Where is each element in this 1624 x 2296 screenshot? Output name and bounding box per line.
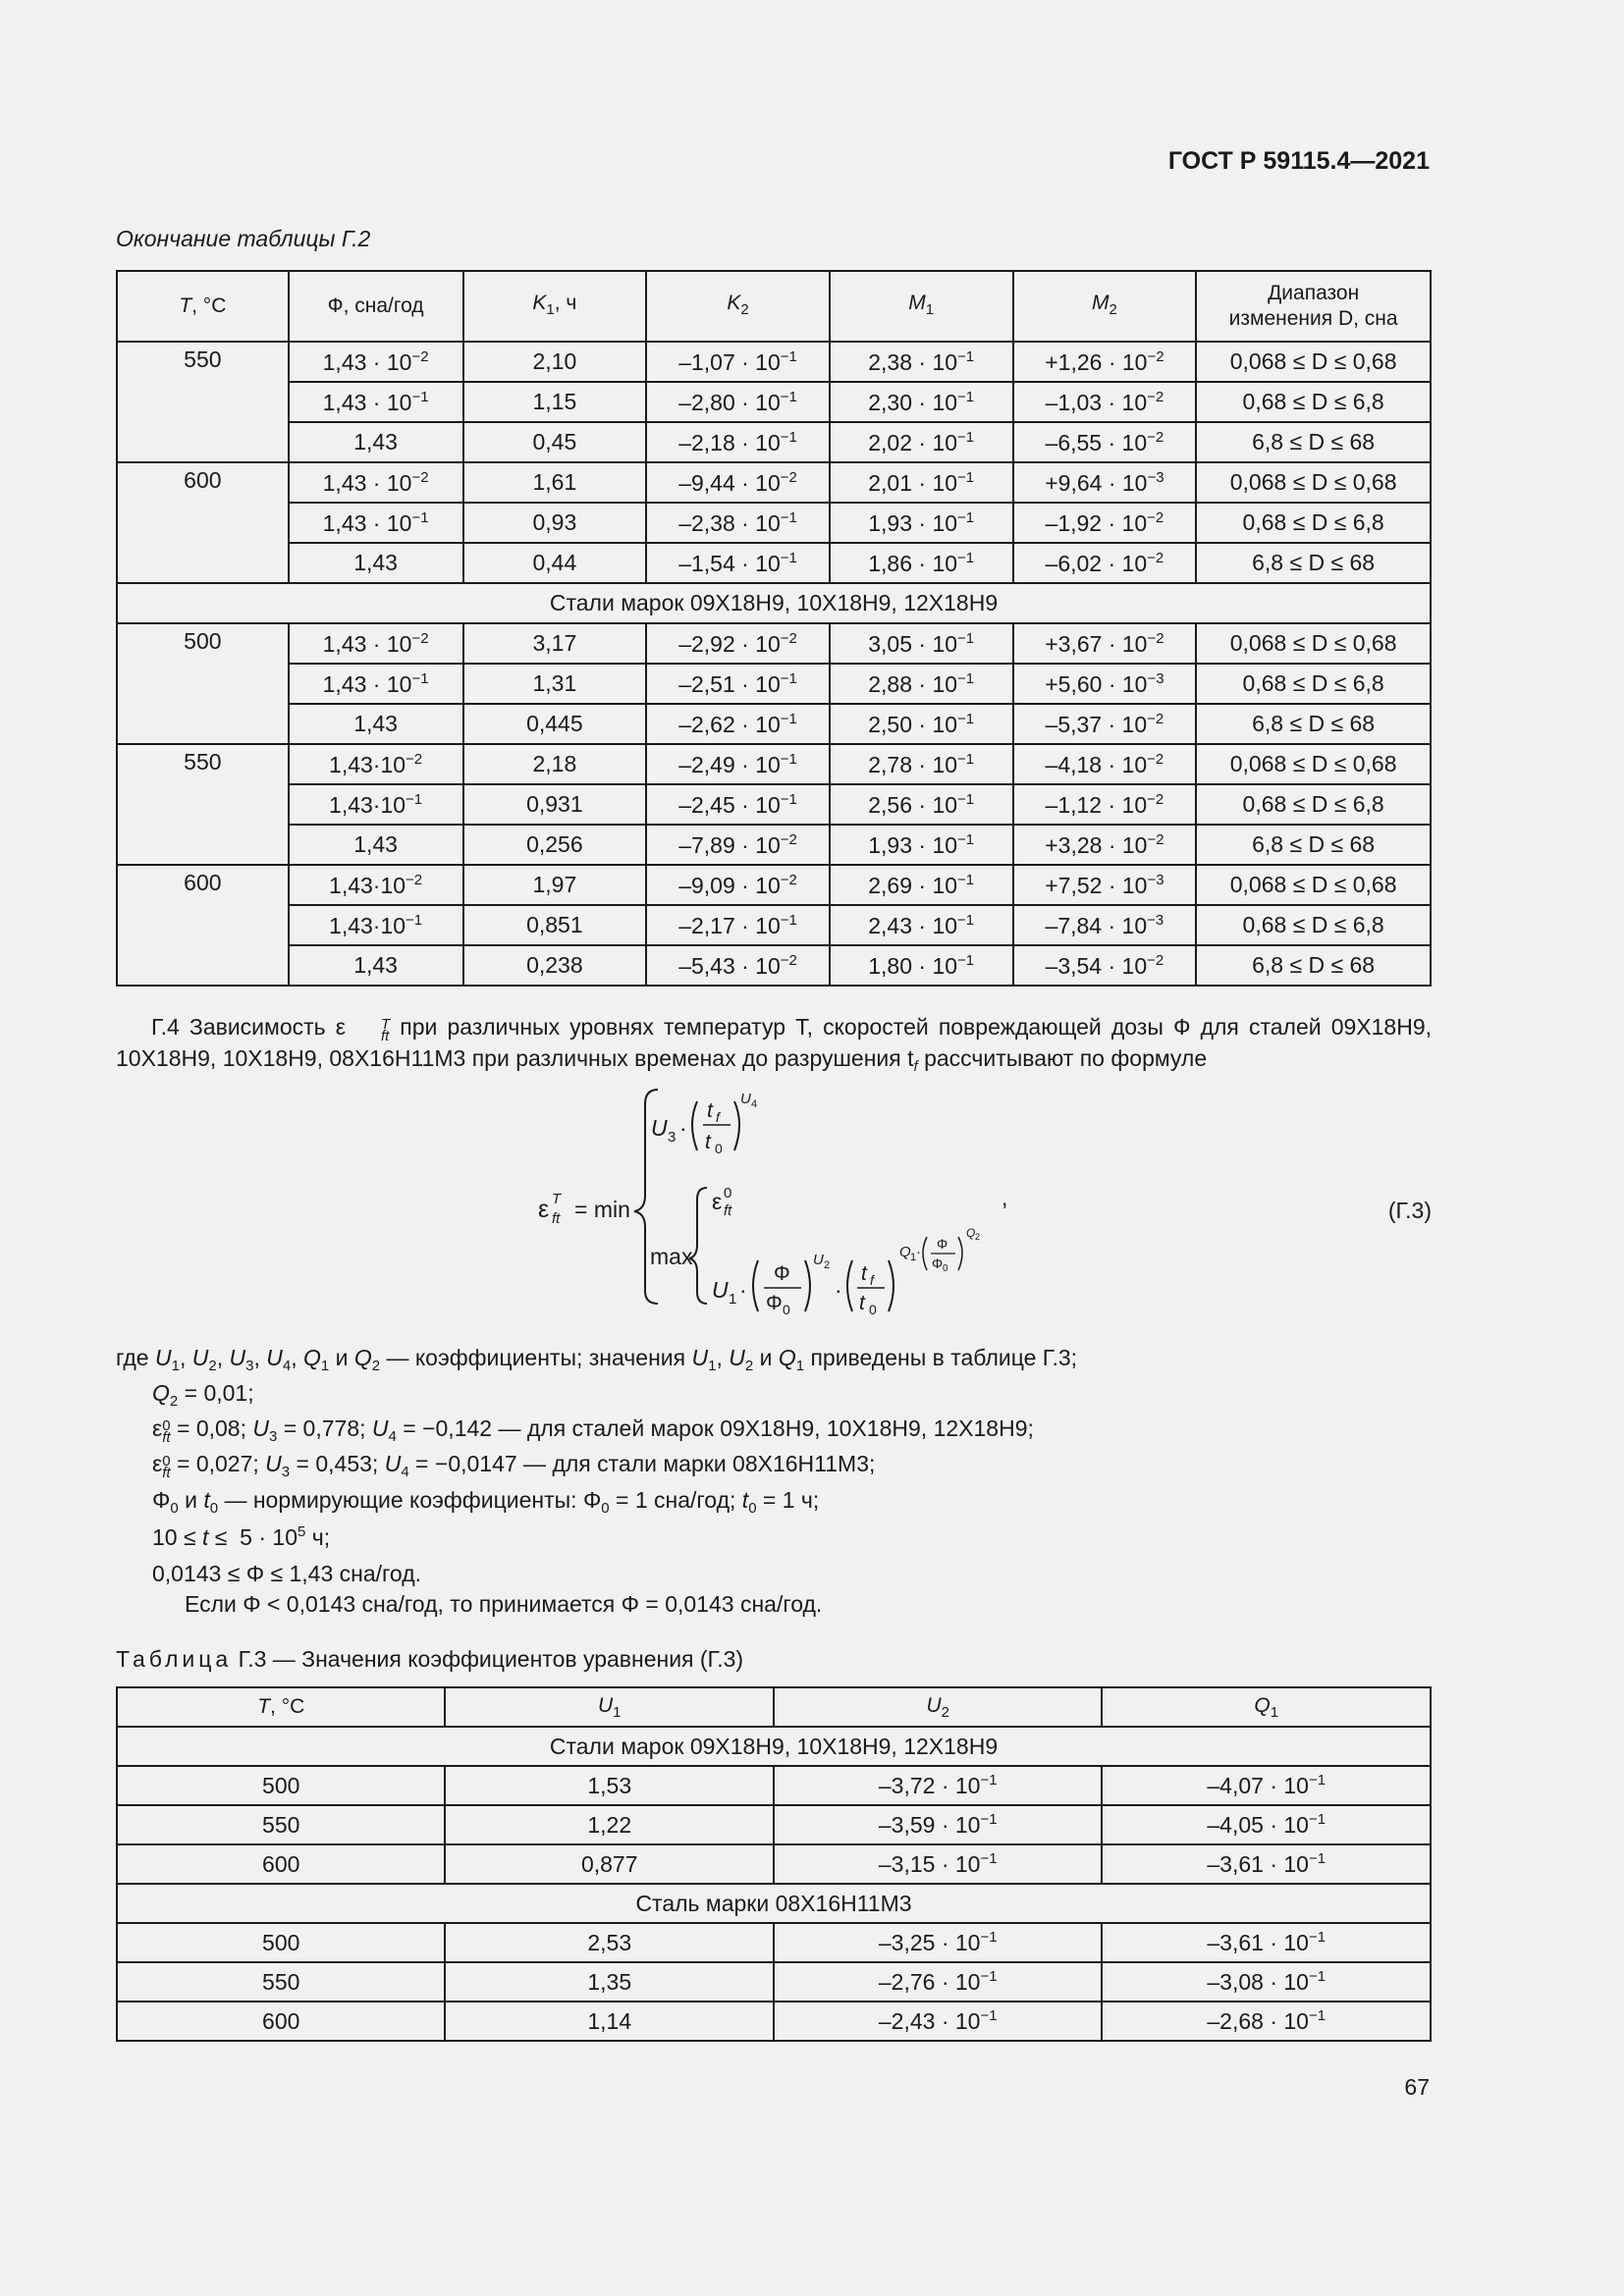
cell-dose-rate: 1,43 <box>289 945 463 986</box>
table-row <box>117 704 1431 744</box>
cell-range: 6,8 ≤ D ≤ 68 <box>1196 543 1431 583</box>
formula-t0-2: t <box>859 1292 865 1314</box>
cell-m2: $+3,67 \cdot 10^{-2}$ <box>1013 623 1197 664</box>
cell-q1: $-3,61 \cdot 10^{-1}$ <box>1102 1844 1431 1884</box>
cell-m1: $2,01 \cdot 10^{-1}$ <box>830 462 1013 503</box>
table-header-row <box>117 1687 1431 1727</box>
cell-k1: 0,45 <box>463 422 647 462</box>
cell-range: 0,68 ≤ D ≤ 6,8 <box>1196 664 1431 704</box>
cell-range: 6,8 ≤ D ≤ 68 <box>1196 945 1431 986</box>
col-header-u2: $U_2$ <box>774 1687 1102 1727</box>
table-row <box>117 623 1431 664</box>
cell-k2: $-9,09 \cdot 10^{-2}$ <box>646 865 830 905</box>
table-row <box>117 744 1431 784</box>
cell-k1: 1,15 <box>463 382 647 422</box>
formula-min: = min <box>574 1197 630 1222</box>
cell-k2: $-2,38 \cdot 10^{-1}$ <box>646 503 830 543</box>
table-row <box>117 1805 1431 1844</box>
formula-epsilon-sup: T <box>552 1191 562 1207</box>
cell-temperature: 550 <box>117 1962 445 2002</box>
formula-epsilon-sub: ft <box>552 1210 561 1227</box>
cell-k1: 1,61 <box>463 462 647 503</box>
cell-range: 0,068 ≤ D ≤ 0,68 <box>1196 462 1431 503</box>
cell-dose-rate: $1,43 \cdot 10^{-2}$ <box>289 462 463 503</box>
table-section-row <box>117 1884 1431 1923</box>
cell-m1: $2,78 \cdot 10^{-1}$ <box>830 744 1013 784</box>
formula-t0-2-sub: 0 <box>869 1302 877 1317</box>
cell-temperature: 500 <box>117 623 289 744</box>
cell-m2: $+9,64 \cdot 10^{-3}$ <box>1013 462 1197 503</box>
standard-code: ГОСТ Р 59115.4—2021 <box>1167 147 1430 175</box>
definition-line-1: где $U_1$, $U_2$, $U_3$, $U_4$, $Q_1$ и $Q_2$ — коэффициенты; значения $U_1$, $U_2$ и $Q_1$ приведены в таблице Г.3; <box>116 1345 1078 1374</box>
cell-dose-rate: $1,43\cdot 10^{-2}$ <box>289 744 463 784</box>
cell-dose-rate: $1,43\cdot 10^{-2}$ <box>289 865 463 905</box>
cell-m1: $3,05 \cdot 10^{-1}$ <box>830 623 1013 664</box>
formula-t0: t <box>705 1131 711 1153</box>
table-row <box>117 664 1431 704</box>
cell-range: 0,68 ≤ D ≤ 6,8 <box>1196 382 1431 422</box>
cell-k2: $-1,07 \cdot 10^{-1}$ <box>646 342 830 382</box>
cell-k2: $-2,92 \cdot 10^{-2}$ <box>646 623 830 664</box>
formula-phi-exp: Φ <box>937 1236 948 1252</box>
cell-m2: $-1,12 \cdot 10^{-2}$ <box>1013 784 1197 825</box>
cell-m1: $2,02 \cdot 10^{-1}$ <box>830 422 1013 462</box>
formula-u4-sub: 4 <box>751 1098 758 1110</box>
cell-dose-rate: 1,43 <box>289 422 463 462</box>
cell-k2: $-2,62 \cdot 10^{-1}$ <box>646 704 830 744</box>
cell-k1: 2,10 <box>463 342 647 382</box>
svg-text:·: · <box>739 1277 747 1303</box>
equation-number: (Г.3) <box>1387 1198 1432 1223</box>
cell-range: 0,068 ≤ D ≤ 0,68 <box>1196 865 1431 905</box>
col-header-m1: $M_1$ <box>830 271 1013 342</box>
formula-tf: t <box>707 1099 713 1122</box>
cell-m1: $1,86 \cdot 10^{-1}$ <box>830 543 1013 583</box>
formula-q2-sub: 2 <box>975 1232 981 1242</box>
col-header-q1: $Q_1$ <box>1102 1687 1431 1727</box>
cell-k1: 0,851 <box>463 905 647 945</box>
cell-dose-rate: $1,43 \cdot 10^{-2}$ <box>289 342 463 382</box>
cell-dose-rate: $1,43\cdot 10^{-1}$ <box>289 905 463 945</box>
cell-temperature: 500 <box>117 1923 445 1962</box>
formula-u2: U <box>813 1252 824 1268</box>
cell-range: 6,8 ≤ D ≤ 68 <box>1196 704 1431 744</box>
formula-tf-2-sub: f <box>870 1272 874 1288</box>
table-row <box>117 825 1431 865</box>
definition-line-3: ε 0 ft = 0,08; $U_3 = 0,778$; $U_4 = -0,142$ — для сталей марок 09Х18Н9, 10Х18Н9, 12Х18Н9; <box>152 1415 1034 1446</box>
definition-line-5: $\Phi_0$ и $t_0$ — нормирующие коэффициенты: $\Phi_0 = 1$ сна/год; $t_0 = 1$ ч; <box>152 1487 820 1517</box>
table-section-title: Стали марок 09Х18Н9, 10Х18Н9, 12Х18Н9 <box>117 1727 1431 1766</box>
cell-k2: $-2,51 \cdot 10^{-1}$ <box>646 664 830 704</box>
table-continuation-caption: Окончание таблицы Г.2 <box>116 226 371 251</box>
cell-temperature: 600 <box>117 2002 445 2041</box>
cell-u2: $-3,15 \cdot 10^{-1}$ <box>774 1844 1102 1884</box>
table-row <box>117 784 1431 825</box>
cell-k2: $-2,49 \cdot 10^{-1}$ <box>646 744 830 784</box>
cell-q1: $-4,07 \cdot 10^{-1}$ <box>1102 1766 1431 1805</box>
cell-k1: 0,93 <box>463 503 647 543</box>
cell-u2: $-2,76 \cdot 10^{-1}$ <box>774 1962 1102 2002</box>
formula-phi: Φ <box>774 1262 790 1285</box>
col-header-temperature: T, °C <box>117 1687 445 1727</box>
definition-line-6: $10 \le t \le 5 \cdot 10^5$ ч; <box>152 1523 331 1550</box>
table-row <box>117 462 1431 503</box>
table-row <box>117 543 1431 583</box>
cell-m1: $2,56 \cdot 10^{-1}$ <box>830 784 1013 825</box>
cell-dose-rate: $1,43 \cdot 10^{-2}$ <box>289 623 463 664</box>
table-row <box>117 905 1431 945</box>
cell-k2: $-2,18 \cdot 10^{-1}$ <box>646 422 830 462</box>
formula-phi0-sub: 0 <box>783 1302 790 1317</box>
cell-m2: $-7,84 \cdot 10^{-3}$ <box>1013 905 1197 945</box>
cell-k2: $-2,17 \cdot 10^{-1}$ <box>646 905 830 945</box>
cell-u1: 2,53 <box>445 1923 774 1962</box>
cell-k2: $-7,89 \cdot 10^{-2}$ <box>646 825 830 865</box>
cell-range: 0,68 ≤ D ≤ 6,8 <box>1196 905 1431 945</box>
formula-epsilon: ε <box>538 1196 550 1223</box>
formula-tf-sub: f <box>716 1109 720 1125</box>
cell-u1: 1,22 <box>445 1805 774 1844</box>
col-header-range: Диапазон изменения D, сна <box>1196 271 1431 342</box>
cell-range: 0,068 ≤ D ≤ 0,68 <box>1196 342 1431 382</box>
cell-m2: $+7,52 \cdot 10^{-3}$ <box>1013 865 1197 905</box>
cell-temperature: 500 <box>117 1766 445 1805</box>
cell-u2: $-3,59 \cdot 10^{-1}$ <box>774 1805 1102 1844</box>
cell-m2: $-1,03 \cdot 10^{-2}$ <box>1013 382 1197 422</box>
cell-m2: $-3,54 \cdot 10^{-2}$ <box>1013 945 1197 986</box>
page-number: 67 <box>1404 2074 1430 2100</box>
table-row <box>117 422 1431 462</box>
table-row <box>117 1766 1431 1805</box>
cell-k1: 3,17 <box>463 623 647 664</box>
cell-q1: $-4,05 \cdot 10^{-1}$ <box>1102 1805 1431 1844</box>
cell-dose-rate: $1,43 \cdot 10^{-1}$ <box>289 503 463 543</box>
col-header-u1: $U_1$ <box>445 1687 774 1727</box>
cell-m2: $+1,26 \cdot 10^{-2}$ <box>1013 342 1197 382</box>
formula-q2: Q <box>966 1226 976 1240</box>
table-section-row <box>117 583 1431 623</box>
cell-k1: 0,931 <box>463 784 647 825</box>
cell-m2: $-5,37 \cdot 10^{-2}$ <box>1013 704 1197 744</box>
table-row <box>117 382 1431 422</box>
formula-u1-sub: 1 <box>729 1291 737 1308</box>
cell-temperature: 550 <box>117 744 289 865</box>
svg-text:·: · <box>679 1115 687 1141</box>
table-row <box>117 1962 1431 2002</box>
cell-k2: $-2,80 \cdot 10^{-1}$ <box>646 382 830 422</box>
cell-m2: $-6,02 \cdot 10^{-2}$ <box>1013 543 1197 583</box>
svg-text:·: · <box>916 1244 921 1260</box>
cell-u1: 0,877 <box>445 1844 774 1884</box>
col-header-k1: $K_1$, ч <box>463 271 647 342</box>
cell-m1: $2,38 \cdot 10^{-1}$ <box>830 342 1013 382</box>
cell-k1: 0,44 <box>463 543 647 583</box>
cell-u2: $-2,43 \cdot 10^{-1}$ <box>774 2002 1102 2041</box>
col-header-dose-rate: Ф, сна/год <box>289 271 463 342</box>
cell-m1: $2,88 \cdot 10^{-1}$ <box>830 664 1013 704</box>
formula-phi0: Φ <box>766 1292 783 1314</box>
cell-dose-rate: 1,43 <box>289 543 463 583</box>
table-header-row <box>117 271 1431 342</box>
cell-k1: 0,256 <box>463 825 647 865</box>
cell-u1: 1,53 <box>445 1766 774 1805</box>
table-section-title: Сталь марки 08Х16Н11М3 <box>117 1884 1431 1923</box>
cell-k1: 1,31 <box>463 664 647 704</box>
formula-tf-2: t <box>861 1262 867 1285</box>
cell-range: 0,068 ≤ D ≤ 0,68 <box>1196 744 1431 784</box>
table-row <box>117 503 1431 543</box>
cell-k2: $-1,54 \cdot 10^{-1}$ <box>646 543 830 583</box>
cell-k1: 1,97 <box>463 865 647 905</box>
cell-k1: 2,18 <box>463 744 647 784</box>
cell-range: 0,68 ≤ D ≤ 6,8 <box>1196 784 1431 825</box>
table-section-title: Стали марок 09Х18Н9, 10Х18Н9, 12Х18Н9 <box>117 583 1431 623</box>
cell-dose-rate: $1,43\cdot 10^{-1}$ <box>289 784 463 825</box>
formula-eps0: ε <box>712 1189 723 1214</box>
formula-u4: U <box>740 1091 751 1107</box>
cell-m1: $2,30 \cdot 10^{-1}$ <box>830 382 1013 422</box>
cell-dose-rate: 1,43 <box>289 704 463 744</box>
cell-m1: $2,50 \cdot 10^{-1}$ <box>830 704 1013 744</box>
cell-u2: $-3,72 \cdot 10^{-1}$ <box>774 1766 1102 1805</box>
col-header-temperature: T, °C <box>117 271 289 342</box>
formula-phi0-exp: Φ <box>932 1255 944 1271</box>
table-row <box>117 2002 1431 2041</box>
svg-text:·: · <box>835 1277 842 1303</box>
formula-u3-sub: 3 <box>668 1129 677 1146</box>
cell-m1: $1,80 \cdot 10^{-1}$ <box>830 945 1013 986</box>
cell-range: 6,8 ≤ D ≤ 68 <box>1196 422 1431 462</box>
cell-range: 6,8 ≤ D ≤ 68 <box>1196 825 1431 865</box>
table-g3-caption: Таблица Г.3 — Значения коэффициентов уравнения (Г.3) <box>116 1646 744 1672</box>
formula-eps0-sup: 0 <box>724 1185 732 1201</box>
cell-temperature: 550 <box>117 342 289 462</box>
definition-line-8: Если Φ < 0,0143 сна/год, то принимается Φ = 0,0143 сна/год. <box>185 1591 823 1617</box>
cell-temperature: 600 <box>117 865 289 986</box>
formula-max: max <box>650 1244 693 1269</box>
cell-temperature: 600 <box>117 1844 445 1884</box>
col-header-k2: $K_2$ <box>646 271 830 342</box>
cell-temperature: 600 <box>117 462 289 583</box>
cell-u1: 1,14 <box>445 2002 774 2041</box>
table-g3 <box>116 1686 1432 2042</box>
formula-eps0-sub: ft <box>724 1202 732 1219</box>
table-g2 <box>116 270 1432 987</box>
definition-line-4: ε 0 ft = 0,027; $U_3 = 0,453$; $U_4 = -0,0147$ — для стали марки 08Х16Н11М3; <box>152 1451 876 1481</box>
table-row <box>117 865 1431 905</box>
cell-m1: $1,93 \cdot 10^{-1}$ <box>830 825 1013 865</box>
formula-t0-sub: 0 <box>715 1141 723 1156</box>
table-row <box>117 342 1431 382</box>
cell-k1: 0,445 <box>463 704 647 744</box>
formula-comma: , <box>1001 1185 1008 1210</box>
cell-m2: $-6,55 \cdot 10^{-2}$ <box>1013 422 1197 462</box>
paragraph-g4: Г.4 Зависимость ε T ft при различных уровнях температур T, скоростей повреждающей дозы Ф для сталей 09Х18Н9, 10Х18Н9, 10Х18Н9, 08Х16Н11М3 при различных временах до разрушения $t_f$ рассчитывают по формуле <box>116 1014 1432 1075</box>
cell-q1: $-2,68 \cdot 10^{-1}$ <box>1102 2002 1431 2041</box>
cell-m2: $+3,28 \cdot 10^{-2}$ <box>1013 825 1197 865</box>
cell-dose-rate: $1,43 \cdot 10^{-1}$ <box>289 664 463 704</box>
table-row <box>117 1844 1431 1884</box>
cell-k1: 0,238 <box>463 945 647 986</box>
cell-temperature: 550 <box>117 1805 445 1844</box>
cell-k2: $-9,44 \cdot 10^{-2}$ <box>646 462 830 503</box>
formula-u3: U <box>651 1115 668 1141</box>
cell-q1: $-3,61 \cdot 10^{-1}$ <box>1102 1923 1431 1962</box>
table-row <box>117 945 1431 986</box>
formula-u2-sub: 2 <box>824 1259 831 1271</box>
cell-q1: $-3,08 \cdot 10^{-1}$ <box>1102 1962 1431 2002</box>
table-row <box>117 1923 1431 1962</box>
formula-q1: Q <box>899 1244 911 1260</box>
cell-m2: $-1,92 \cdot 10^{-2}$ <box>1013 503 1197 543</box>
cell-u1: 1,35 <box>445 1962 774 2002</box>
formula-g3 <box>530 1080 1434 1317</box>
cell-u2: $-3,25 \cdot 10^{-1}$ <box>774 1923 1102 1962</box>
cell-m1: $2,43 \cdot 10^{-1}$ <box>830 905 1013 945</box>
formula-u1: U <box>712 1277 729 1303</box>
formula-phi0-exp-sub: 0 <box>943 1263 948 1274</box>
formula-q1-sub: 1 <box>910 1252 917 1263</box>
definition-line-2: $Q_2 = 0,01$; <box>152 1380 254 1410</box>
col-header-m2: $M_2$ <box>1013 271 1197 342</box>
cell-k2: $-5,43 \cdot 10^{-2}$ <box>646 945 830 986</box>
definition-line-7: 0,0143 ≤ Φ ≤ 1,43 сна/год. <box>152 1561 422 1586</box>
cell-dose-rate: $1,43 \cdot 10^{-1}$ <box>289 382 463 422</box>
cell-m1: $1,93 \cdot 10^{-1}$ <box>830 503 1013 543</box>
cell-dose-rate: 1,43 <box>289 825 463 865</box>
cell-m1: $2,69 \cdot 10^{-1}$ <box>830 865 1013 905</box>
cell-m2: $+5,60 \cdot 10^{-3}$ <box>1013 664 1197 704</box>
cell-range: 0,68 ≤ D ≤ 6,8 <box>1196 503 1431 543</box>
cell-m2: $-4,18 \cdot 10^{-2}$ <box>1013 744 1197 784</box>
cell-range: 0,068 ≤ D ≤ 0,68 <box>1196 623 1431 664</box>
cell-k2: $-2,45 \cdot 10^{-1}$ <box>646 784 830 825</box>
table-section-row <box>117 1727 1431 1766</box>
